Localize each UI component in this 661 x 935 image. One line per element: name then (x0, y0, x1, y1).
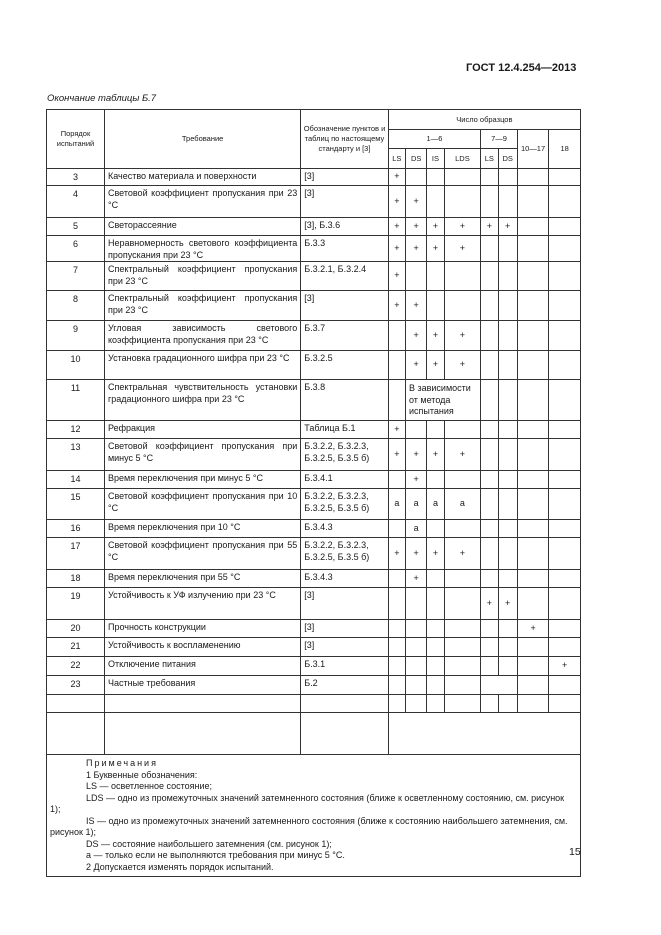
mark-cell (517, 380, 549, 421)
table-row (47, 186, 581, 218)
mark-cell (549, 570, 581, 588)
mark-cell: + (388, 291, 405, 321)
mark-cell (481, 471, 498, 489)
mark-cell (405, 657, 426, 676)
row-designation: Б.3.4.3 (301, 570, 388, 588)
mark-cell: + (388, 236, 405, 262)
mark-cell (549, 638, 581, 657)
mark-cell (517, 291, 549, 321)
row-number: 17 (47, 538, 105, 570)
mark-cell (498, 638, 517, 657)
mark-cell (481, 380, 498, 421)
mark-cell (405, 588, 426, 620)
row-number: 3 (47, 169, 105, 186)
row-requirement: Угловая зависимость светового коэффициента пропускания при 23 °С (104, 321, 300, 351)
mark-cell (481, 520, 498, 538)
mark-cell (388, 351, 405, 380)
table-row (47, 218, 581, 236)
table-caption: Окончание таблицы Б.7 (47, 93, 157, 104)
mark-cell (427, 471, 444, 489)
mark-cell (517, 520, 549, 538)
mark-cell: + (405, 291, 426, 321)
mark-cell (388, 657, 405, 676)
mark-cell: + (388, 421, 405, 439)
mark-cell: + (517, 620, 549, 638)
row-designation: Б.3.4.1 (301, 471, 388, 489)
row-designation: [3] (301, 638, 388, 657)
mark-cell (427, 520, 444, 538)
mark-cell (517, 321, 549, 351)
row-requirement: Устойчивость к воспламенению (104, 638, 300, 657)
table-row (47, 657, 581, 676)
mark-cell (517, 638, 549, 657)
group-10-17: 10—17 (517, 130, 549, 169)
mark-cell (498, 570, 517, 588)
note-line: DS — состояние наибольшего затемнения (см. рисунок 1); (86, 838, 332, 849)
row-number: 16 (47, 520, 105, 538)
mark-cell (549, 236, 581, 262)
mark-cell: а (405, 520, 426, 538)
note-line: 2 Допускается изменять порядок испытаний. (86, 861, 274, 872)
row-designation: [3] (301, 620, 388, 638)
row-number: 9 (47, 321, 105, 351)
row-designation: [3] (301, 169, 388, 186)
mark-cell: + (444, 351, 481, 380)
mark-cell (405, 421, 426, 439)
mark-cell: + (427, 439, 444, 471)
col-order-header: Порядок испытаний (47, 110, 105, 169)
mark-cell (498, 520, 517, 538)
mark-cell: + (405, 471, 426, 489)
mark-cell (517, 218, 549, 236)
mark-cell: а (444, 489, 481, 520)
mark-cell: + (388, 538, 405, 570)
mark-cell (444, 262, 481, 291)
row-number: 14 (47, 471, 105, 489)
row-designation: Б.3.8 (301, 380, 388, 421)
mark-cell (444, 471, 481, 489)
mark-cell: а (388, 489, 405, 520)
mark-cell (498, 620, 517, 638)
mark-cell (444, 638, 481, 657)
row-requirement: Частные требования (104, 676, 300, 695)
col-designation-header: Обозначение пунктов и таблиц по настоящему стандарту и [3] (301, 110, 388, 169)
mark-cell (498, 471, 517, 489)
mark-cell: + (388, 262, 405, 291)
mark-cell (427, 695, 444, 713)
mark-cell (405, 169, 426, 186)
mark-cell (517, 421, 549, 439)
mark-cell (481, 676, 518, 695)
mark-cell (427, 676, 444, 695)
row-designation: Б.3.2.2, Б.3.2.3, Б.3.2.5, Б.3.5 б) (301, 439, 388, 471)
mark-cell (498, 489, 517, 520)
mark-cell (517, 657, 549, 676)
special-requirements-note (388, 713, 580, 755)
row-designation: [3], Б.3.6 (301, 218, 388, 236)
mark-cell (517, 588, 549, 620)
mark-cell (427, 657, 444, 676)
row-designation: Б.3.7 (301, 321, 388, 351)
mark-cell (549, 439, 581, 471)
row-requirement: Прочность конструкции (104, 620, 300, 638)
mark-cell: + (427, 538, 444, 570)
row-requirement (104, 695, 300, 713)
row-designation: Б.3.2.2, Б.3.2.3, Б.3.2.5, Б.3.5 б) (301, 538, 388, 570)
table-row (47, 421, 581, 439)
mark-cell: + (388, 218, 405, 236)
mark-cell (481, 439, 498, 471)
sub-ls-2: LS (481, 149, 498, 169)
row-number: 23 (47, 676, 105, 695)
mark-cell (405, 638, 426, 657)
mark-cell (517, 489, 549, 520)
mark-cell (498, 657, 517, 676)
mark-cell (427, 620, 444, 638)
mark-cell: + (549, 657, 581, 676)
table-row (47, 695, 581, 713)
mark-cell (444, 588, 481, 620)
mark-cell: + (405, 439, 426, 471)
mark-cell (481, 489, 498, 520)
mark-cell (517, 439, 549, 471)
row-number: 20 (47, 620, 105, 638)
mark-cell (444, 570, 481, 588)
row-number: 5 (47, 218, 105, 236)
mark-cell: + (427, 351, 444, 380)
table-row (47, 351, 581, 380)
note-line: IS — одно из промежуточных значений затемненного состояния (ближе к состоянию наибольшего затемнения, см. рисунок 1); (50, 815, 568, 837)
mark-cell (427, 169, 444, 186)
mark-cell (444, 695, 481, 713)
note-line: а — только если не выполняются требования при минус 5 °С. (86, 850, 345, 860)
mark-cell (427, 638, 444, 657)
row-requirement: Время переключения при минус 5 °С (104, 471, 300, 489)
row-number (47, 713, 105, 755)
notes-title: Примечания (86, 758, 158, 768)
row-number: 7 (47, 262, 105, 291)
group-7-9: 7—9 (481, 130, 518, 149)
mark-cell (498, 291, 517, 321)
mark-cell (444, 620, 481, 638)
row-number: 6 (47, 236, 105, 262)
mark-cell (427, 291, 444, 321)
mark-cell (517, 236, 549, 262)
mark-cell: + (427, 218, 444, 236)
row-requirement: Световой коэффициент пропускания при минус 5 °С (104, 439, 300, 471)
mark-cell (498, 169, 517, 186)
mark-cell: + (388, 169, 405, 186)
mark-cell (549, 291, 581, 321)
notes-row (47, 755, 581, 877)
table-row (47, 262, 581, 291)
mark-cell (481, 638, 498, 657)
page-number: 15 (569, 846, 581, 858)
mark-cell: + (405, 236, 426, 262)
row-designation: Б.3.2.1, Б.3.2.4 (301, 262, 388, 291)
mark-cell (444, 421, 481, 439)
table-row (47, 489, 581, 520)
mark-cell (498, 380, 517, 421)
mark-cell (444, 657, 481, 676)
mark-cell: а (405, 489, 426, 520)
row-requirement: Неравномерность светового коэффициента пропускания при 23 °С (104, 236, 300, 262)
mark-cell: + (444, 538, 481, 570)
row-requirement: Качество материала и поверхности (104, 169, 300, 186)
mark-cell (481, 695, 498, 713)
table-row (47, 236, 581, 262)
row-number: 10 (47, 351, 105, 380)
mark-cell (517, 676, 549, 695)
standard-header: ГОСТ 12.4.254—2013 (466, 62, 577, 74)
mark-cell (549, 186, 581, 218)
mark-cell (549, 262, 581, 291)
row-requirement: Рефракция (104, 421, 300, 439)
mark-cell (549, 421, 581, 439)
mark-cell (549, 169, 581, 186)
row-designation: [3] (301, 186, 388, 218)
mark-cell (549, 489, 581, 520)
row-designation: [3] (301, 291, 388, 321)
mark-cell (388, 471, 405, 489)
mark-cell (481, 186, 498, 218)
row-number: 11 (47, 380, 105, 421)
table-row (47, 520, 581, 538)
row-designation: Б.2 (301, 676, 388, 695)
mark-cell (405, 620, 426, 638)
mark-cell (498, 538, 517, 570)
mark-cell (405, 676, 426, 695)
mark-cell (549, 380, 581, 421)
table-body (47, 169, 581, 877)
mark-cell (427, 588, 444, 620)
mark-cell (549, 538, 581, 570)
table-row (47, 169, 581, 186)
group-1-6: 1—6 (388, 130, 481, 149)
mark-cell (498, 421, 517, 439)
mark-cell: + (444, 439, 481, 471)
mark-cell (481, 236, 498, 262)
mark-cell (444, 186, 481, 218)
mark-cell: + (405, 570, 426, 588)
mark-cell (427, 570, 444, 588)
row-designation (301, 713, 388, 755)
mark-cell (481, 169, 498, 186)
mark-cell (498, 186, 517, 218)
mark-cell (549, 588, 581, 620)
mark-cell (481, 657, 498, 676)
mark-cell (549, 321, 581, 351)
mark-cell (427, 421, 444, 439)
mark-cell (388, 695, 405, 713)
mark-cell (481, 421, 498, 439)
mark-cell: + (498, 588, 517, 620)
row-number: 18 (47, 570, 105, 588)
table-row (47, 291, 581, 321)
mark-cell (481, 291, 498, 321)
row-requirement: Световой коэффициент пропускания при 23 °С (104, 186, 300, 218)
mark-cell (444, 169, 481, 186)
mark-cell (481, 262, 498, 291)
row-number: 13 (47, 439, 105, 471)
mark-cell: + (427, 321, 444, 351)
table-notes (47, 755, 581, 877)
mark-cell: + (405, 321, 426, 351)
mark-cell (481, 570, 498, 588)
row-number (47, 695, 105, 713)
mark-cell (405, 695, 426, 713)
note-line: LS — осветленное состояние; (86, 781, 213, 791)
note-line: 1 Буквенные обозначения: (86, 769, 198, 780)
row-number: 8 (47, 291, 105, 321)
mark-cell (517, 538, 549, 570)
mark-cell (388, 588, 405, 620)
col-samples-header: Число образцов (388, 110, 580, 130)
mark-cell (549, 218, 581, 236)
table-row (47, 588, 581, 620)
table-row (47, 471, 581, 489)
mark-cell (481, 351, 498, 380)
mark-cell (498, 321, 517, 351)
mark-cell (498, 351, 517, 380)
sub-ls: LS (388, 149, 405, 169)
mark-cell (517, 262, 549, 291)
mark-cell: + (481, 218, 498, 236)
row-requirement: Время переключения при 55 °С (104, 570, 300, 588)
mark-cell (444, 520, 481, 538)
table-row (47, 380, 581, 421)
mark-cell: + (498, 218, 517, 236)
mark-cell (498, 262, 517, 291)
row-designation: Таблица Б.1 (301, 421, 388, 439)
table-row (47, 676, 581, 695)
row-number: 15 (47, 489, 105, 520)
row-requirement: Световой коэффициент пропускания при 55 °С (104, 538, 300, 570)
mark-cell: + (405, 218, 426, 236)
method-dependent-note: В зависимости от метода испытания (405, 380, 480, 421)
row-designation: Б.3.3 (301, 236, 388, 262)
mark-cell (498, 439, 517, 471)
table-row (47, 570, 581, 588)
table-row (47, 538, 581, 570)
row-requirement (104, 713, 300, 755)
mark-cell (517, 351, 549, 380)
sub-ds: DS (405, 149, 426, 169)
row-designation: Б.3.1 (301, 657, 388, 676)
table-row (47, 638, 581, 657)
row-requirement: Отключение питания (104, 657, 300, 676)
row-requirement: Время переключения при 10 °С (104, 520, 300, 538)
mark-cell: + (444, 321, 481, 351)
test-order-table (46, 109, 581, 877)
mark-cell (388, 620, 405, 638)
row-number: 4 (47, 186, 105, 218)
mark-cell (517, 570, 549, 588)
row-designation: Б.3.2.2, Б.3.2.3, Б.3.2.5, Б.3.5 б) (301, 489, 388, 520)
mark-cell (549, 695, 581, 713)
mark-cell (444, 676, 481, 695)
sub-is: IS (427, 149, 444, 169)
mark-cell (549, 620, 581, 638)
mark-cell: + (388, 186, 405, 218)
row-requirement: Светорассеяние (104, 218, 300, 236)
row-designation: Б.3.2.5 (301, 351, 388, 380)
row-designation (301, 695, 388, 713)
col-requirement-header: Требование (104, 110, 300, 169)
mark-cell: + (405, 538, 426, 570)
mark-cell: + (444, 236, 481, 262)
row-designation: Б.3.4.3 (301, 520, 388, 538)
row-number: 19 (47, 588, 105, 620)
row-requirement: Спектральный коэффициент пропускания при 23 °С (104, 291, 300, 321)
mark-cell (517, 169, 549, 186)
sub-lds: LDS (444, 149, 481, 169)
mark-cell (388, 321, 405, 351)
mark-cell (498, 695, 517, 713)
mark-cell: + (481, 588, 498, 620)
table-row (47, 713, 581, 755)
mark-cell (517, 186, 549, 218)
mark-cell (444, 291, 481, 321)
mark-cell: + (405, 186, 426, 218)
mark-cell (481, 321, 498, 351)
mark-cell (388, 520, 405, 538)
row-number: 22 (47, 657, 105, 676)
mark-cell: + (427, 236, 444, 262)
sub-ds-2: DS (498, 149, 517, 169)
mark-cell (388, 380, 405, 421)
mark-cell (517, 471, 549, 489)
mark-cell: + (405, 351, 426, 380)
mark-cell (517, 695, 549, 713)
mark-cell (549, 520, 581, 538)
mark-cell (388, 638, 405, 657)
mark-cell (388, 676, 405, 695)
mark-cell (498, 236, 517, 262)
mark-cell (405, 262, 426, 291)
mark-cell (481, 538, 498, 570)
mark-cell (427, 186, 444, 218)
note-line: LDS — одно из промежуточных значений затемненного состояния (ближе к осветленному состоянию, см. рисунок 1); (50, 792, 565, 814)
row-requirement: Устойчивость к УФ излучению при 23 °С (104, 588, 300, 620)
mark-cell: + (388, 439, 405, 471)
mark-cell (549, 351, 581, 380)
row-requirement: Установка градационного шифра при 23 °С (104, 351, 300, 380)
row-number: 12 (47, 421, 105, 439)
mark-cell (388, 570, 405, 588)
mark-cell: + (444, 218, 481, 236)
table-row (47, 439, 581, 471)
mark-cell (427, 262, 444, 291)
mark-cell (549, 471, 581, 489)
mark-cell (549, 676, 581, 695)
table-row (47, 321, 581, 351)
row-requirement: Световой коэффициент пропускания при 10 °С (104, 489, 300, 520)
table-row (47, 620, 581, 638)
group-18: 18 (549, 130, 581, 169)
row-requirement: Спектральная чувствительность установки градационного шифра при 23 °С (104, 380, 300, 421)
mark-cell (481, 620, 498, 638)
row-designation: [3] (301, 588, 388, 620)
table-head (47, 110, 581, 169)
row-requirement: Спектральный коэффициент пропускания при 23 °С (104, 262, 300, 291)
mark-cell: а (427, 489, 444, 520)
row-number: 21 (47, 638, 105, 657)
